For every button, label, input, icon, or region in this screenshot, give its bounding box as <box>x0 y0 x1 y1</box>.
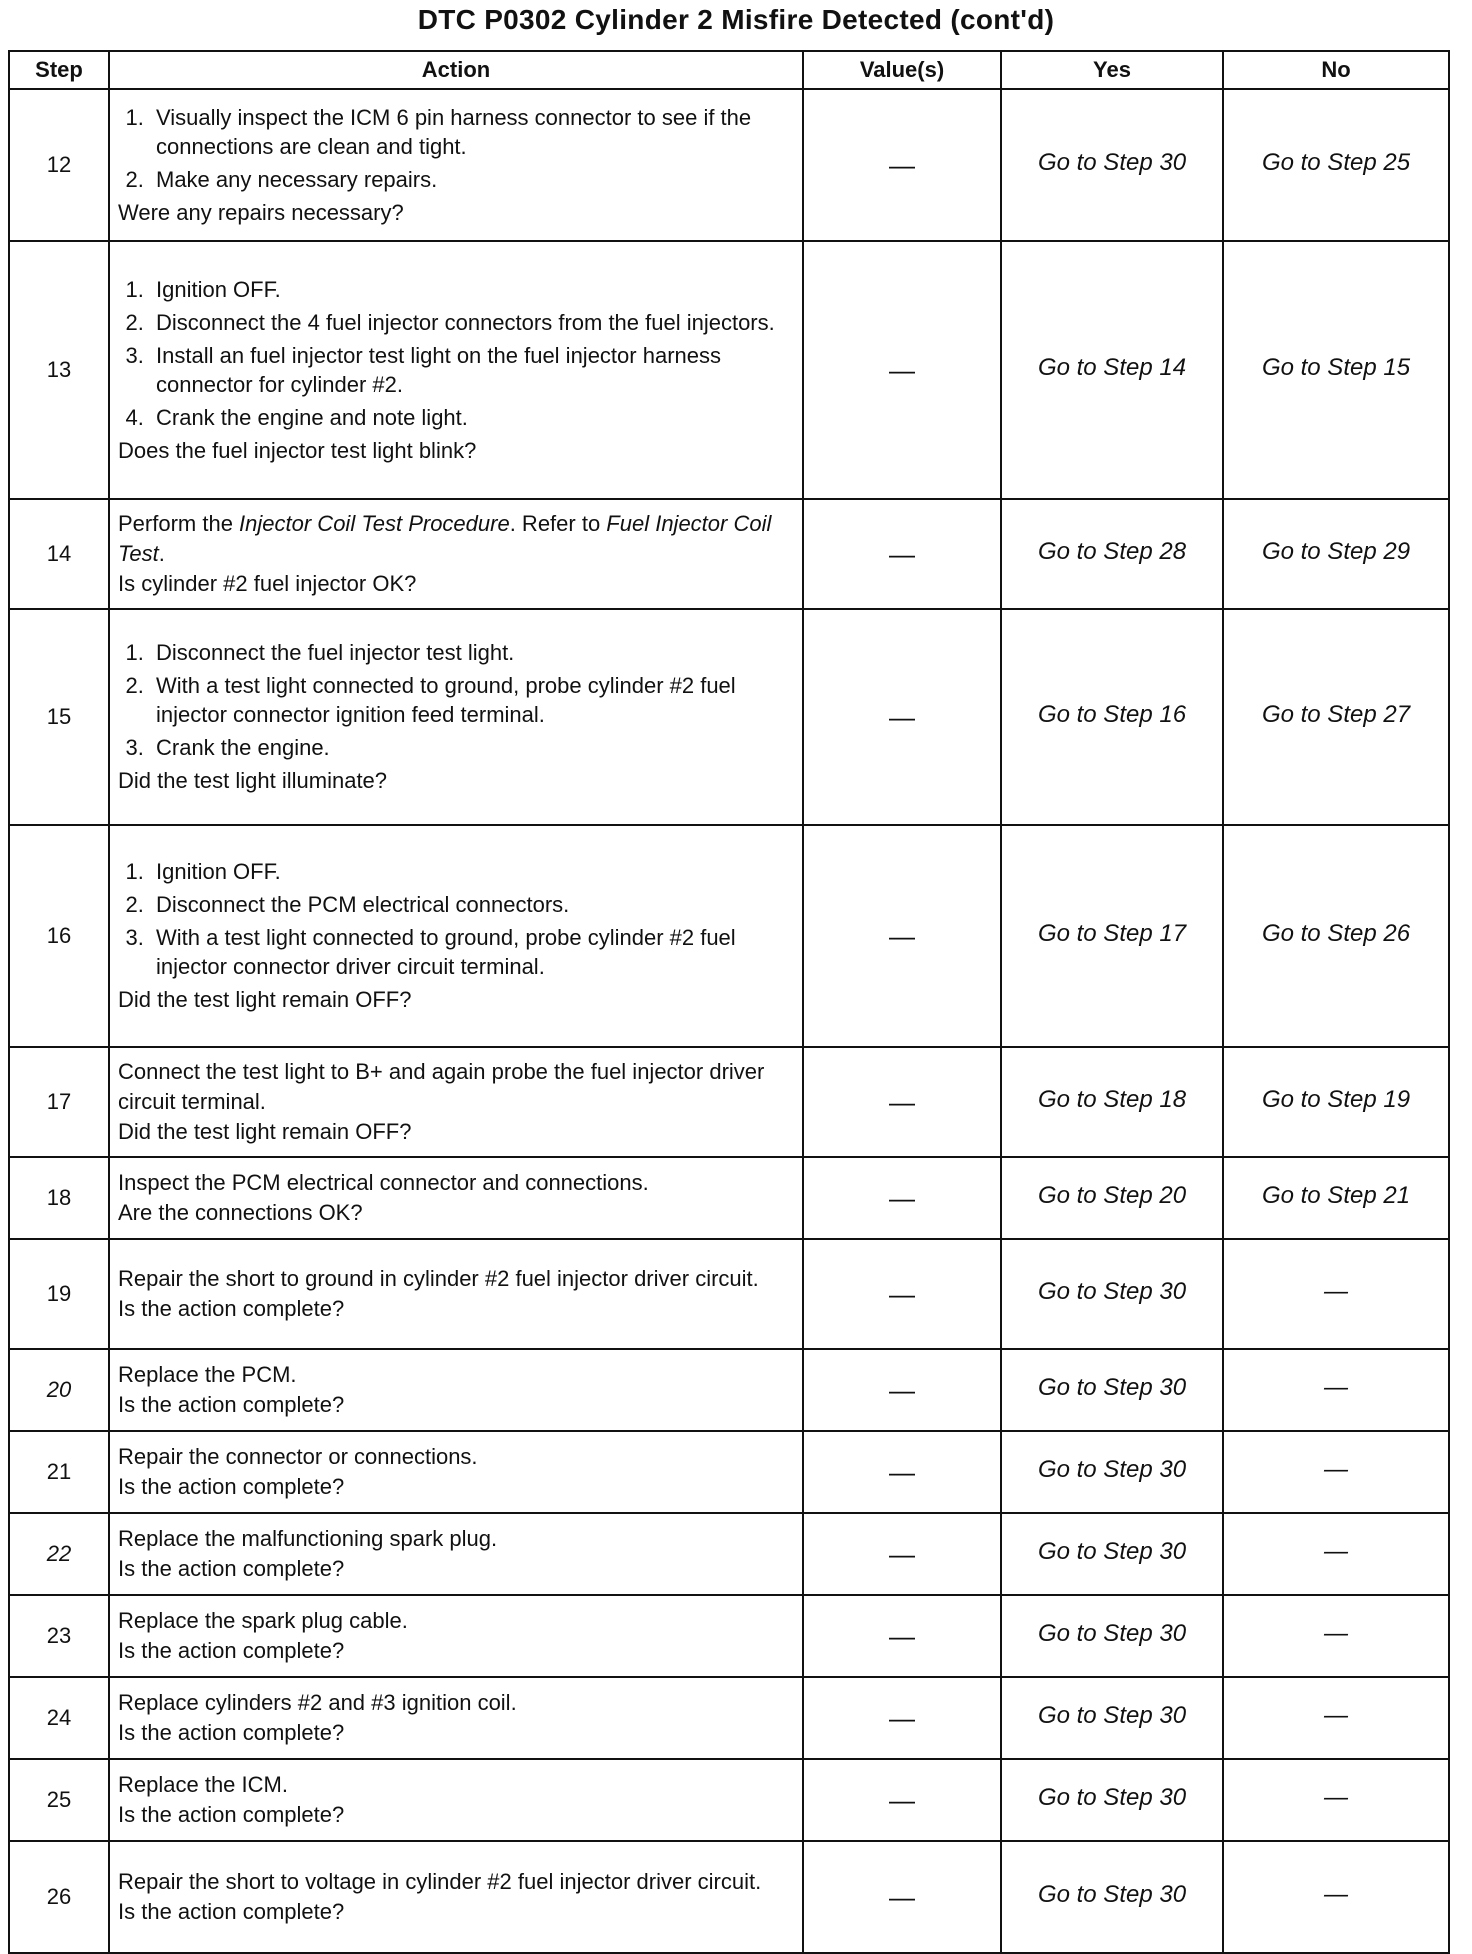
action-cell <box>109 825 803 1047</box>
action-question: Were any repairs necessary? <box>118 199 404 225</box>
no-cell: — <box>1223 1239 1449 1349</box>
action-cell <box>109 1759 803 1841</box>
action-text: Replace the spark plug cable. <box>118 1608 408 1633</box>
action-steps <box>118 275 794 432</box>
action-question: Did the test light illuminate? <box>118 768 388 793</box>
value-cell: — <box>803 1677 1001 1759</box>
no-cell: Go to Step 15 <box>1223 241 1449 499</box>
action-step: 2. Disconnect the 4 fuel injector connectors from the fuel injectors. <box>150 308 794 337</box>
table-row <box>9 1841 1449 1953</box>
action-question: Is the action complete? <box>118 1899 345 1924</box>
action-cell <box>109 1513 803 1595</box>
value-cell: — <box>803 1759 1001 1841</box>
table-row <box>9 89 1449 241</box>
value-cell: — <box>803 89 1001 241</box>
yes-cell: Go to Step 28 <box>1001 499 1223 609</box>
action-text-part: . <box>158 541 165 566</box>
action-text: Connect the test light to B+ and again probe the fuel injector driver circuit terminal. <box>118 1059 765 1114</box>
value-cell: — <box>803 1595 1001 1677</box>
header-no: No <box>1223 51 1449 89</box>
no-cell: — <box>1223 1595 1449 1677</box>
action-step: 1. Visually inspect the ICM 6 pin harness connector to see if the connections are clean and tight. <box>150 103 794 161</box>
step-number: 25 <box>9 1759 109 1841</box>
no-cell: Go to Step 25 <box>1223 89 1449 241</box>
step-number: 24 <box>9 1677 109 1759</box>
table-row <box>9 1759 1449 1841</box>
yes-cell: Go to Step 17 <box>1001 825 1223 1047</box>
action-step: 1. Ignition OFF. <box>150 857 794 886</box>
value-cell: — <box>803 825 1001 1047</box>
value-cell: — <box>803 499 1001 609</box>
yes-cell: Go to Step 30 <box>1001 1841 1223 1953</box>
action-text: Repair the short to voltage in cylinder #2 fuel injector driver circuit. <box>118 1869 762 1894</box>
action-text: Replace the PCM. <box>118 1362 297 1387</box>
table-row <box>9 1157 1449 1239</box>
step-number: 26 <box>9 1841 109 1953</box>
action-cell <box>109 1677 803 1759</box>
page-title: DTC P0302 Cylinder 2 Misfire Detected (cont'd) <box>417 4 1055 35</box>
diagnostic-table <box>8 50 1450 1954</box>
step-number: 18 <box>9 1157 109 1239</box>
action-cell <box>109 1047 803 1157</box>
yes-cell: Go to Step 30 <box>1001 1759 1223 1841</box>
step-number: 20 <box>9 1349 109 1431</box>
action-cell <box>109 1841 803 1953</box>
action-step: 4. Crank the engine and note light. <box>150 403 794 432</box>
action-question: Does the fuel injector test light blink? <box>118 437 477 463</box>
value-cell: — <box>803 1349 1001 1431</box>
yes-cell: Go to Step 14 <box>1001 241 1223 499</box>
no-cell: Go to Step 21 <box>1223 1157 1449 1239</box>
action-cell <box>109 1431 803 1513</box>
no-cell: — <box>1223 1513 1449 1595</box>
action-question: Is the action complete? <box>118 1802 345 1827</box>
action-cell <box>109 1349 803 1431</box>
no-cell: — <box>1223 1349 1449 1431</box>
action-question: Is the action complete? <box>118 1556 345 1581</box>
action-cell <box>109 1239 803 1349</box>
action-text: Inspect the PCM electrical connector and connections. <box>118 1170 649 1195</box>
action-question: Are the connections OK? <box>118 1200 363 1225</box>
action-text: Repair the connector or connections. <box>118 1444 478 1469</box>
action-steps <box>118 857 794 981</box>
step-number: 23 <box>9 1595 109 1677</box>
value-cell: — <box>803 1513 1001 1595</box>
procedure-reference: Injector Coil Test Procedure <box>239 511 510 536</box>
action-step: 3. With a test light connected to ground, probe cylinder #2 fuel injector connector driver circuit terminal. <box>150 923 794 981</box>
action-cell <box>109 89 803 241</box>
step-number: 12 <box>9 89 109 241</box>
yes-cell: Go to Step 30 <box>1001 1239 1223 1349</box>
no-cell: Go to Step 19 <box>1223 1047 1449 1157</box>
action-question: Is the action complete? <box>118 1474 345 1499</box>
step-number: 22 <box>9 1513 109 1595</box>
action-text: Replace the ICM. <box>118 1772 288 1797</box>
action-question: Is cylinder #2 fuel injector OK? <box>118 571 417 596</box>
yes-cell: Go to Step 30 <box>1001 89 1223 241</box>
test-reference: Fuel Injector Coil Test <box>118 511 772 566</box>
table-row <box>9 499 1449 609</box>
table-row <box>9 609 1449 825</box>
yes-cell: Go to Step 18 <box>1001 1047 1223 1157</box>
step-number: 21 <box>9 1431 109 1513</box>
header-yes: Yes <box>1001 51 1223 89</box>
table-header-row <box>9 51 1449 89</box>
no-cell: — <box>1223 1677 1449 1759</box>
table-row <box>9 241 1449 499</box>
header-action: Action <box>109 51 803 89</box>
action-question: Is the action complete? <box>118 1720 345 1745</box>
table-row <box>9 1349 1449 1431</box>
table-row <box>9 1513 1449 1595</box>
action-question: Did the test light remain OFF? <box>118 1119 412 1144</box>
value-cell: — <box>803 609 1001 825</box>
table-row <box>9 1677 1449 1759</box>
action-step: 2. Make any necessary repairs. <box>150 165 794 194</box>
step-number: 16 <box>9 825 109 1047</box>
header-values: Value(s) <box>803 51 1001 89</box>
action-cell <box>109 499 803 609</box>
action-text-part: . Refer to <box>509 511 607 536</box>
yes-cell: Go to Step 16 <box>1001 609 1223 825</box>
action-step: 2. Disconnect the PCM electrical connectors. <box>150 890 794 919</box>
yes-cell: Go to Step 30 <box>1001 1595 1223 1677</box>
action-text <box>118 509 794 569</box>
yes-cell: Go to Step 20 <box>1001 1157 1223 1239</box>
step-number: 19 <box>9 1239 109 1349</box>
action-text: Replace the malfunctioning spark plug. <box>118 1526 498 1551</box>
table-row <box>9 1431 1449 1513</box>
step-number: 17 <box>9 1047 109 1157</box>
no-cell: — <box>1223 1759 1449 1841</box>
value-cell: — <box>803 1239 1001 1349</box>
step-number: 13 <box>9 241 109 499</box>
step-number: 15 <box>9 609 109 825</box>
table-row <box>9 1239 1449 1349</box>
action-question: Is the action complete? <box>118 1638 345 1663</box>
action-question: Is the action complete? <box>118 1392 345 1417</box>
action-question: Is the action complete? <box>118 1296 345 1321</box>
no-cell: Go to Step 26 <box>1223 825 1449 1047</box>
action-cell <box>109 1157 803 1239</box>
header-step: Step <box>9 51 109 89</box>
action-steps <box>118 638 794 762</box>
action-text: Replace cylinders #2 and #3 ignition coil. <box>118 1690 517 1715</box>
value-cell: — <box>803 1841 1001 1953</box>
action-text: Repair the short to ground in cylinder #2 fuel injector driver circuit. <box>118 1266 759 1291</box>
action-step: 3. Crank the engine. <box>150 733 794 762</box>
no-cell: — <box>1223 1431 1449 1513</box>
action-cell <box>109 241 803 499</box>
no-cell: — <box>1223 1841 1449 1953</box>
table-row <box>9 825 1449 1047</box>
table-row <box>9 1047 1449 1157</box>
yes-cell: Go to Step 30 <box>1001 1349 1223 1431</box>
action-step: 3. Install an fuel injector test light on the fuel injector harness connector for cylinder #2. <box>150 341 794 399</box>
action-step: 1. Disconnect the fuel injector test light. <box>150 638 794 667</box>
action-text-part: Perform the <box>118 511 240 536</box>
yes-cell: Go to Step 30 <box>1001 1431 1223 1513</box>
action-step: 1. Ignition OFF. <box>150 275 794 304</box>
action-cell <box>109 1595 803 1677</box>
action-cell <box>109 609 803 825</box>
yes-cell: Go to Step 30 <box>1001 1677 1223 1759</box>
action-step: 2. With a test light connected to ground, probe cylinder #2 fuel injector connector ignition feed terminal. <box>150 671 794 729</box>
value-cell: — <box>803 1157 1001 1239</box>
value-cell: — <box>803 1047 1001 1157</box>
no-cell: Go to Step 27 <box>1223 609 1449 825</box>
no-cell: Go to Step 29 <box>1223 499 1449 609</box>
step-number: 14 <box>9 499 109 609</box>
action-steps <box>118 103 794 194</box>
action-question: Did the test light remain OFF? <box>118 987 412 1012</box>
table-row <box>9 1595 1449 1677</box>
value-cell: — <box>803 1431 1001 1513</box>
yes-cell: Go to Step 30 <box>1001 1513 1223 1595</box>
value-cell: — <box>803 241 1001 499</box>
